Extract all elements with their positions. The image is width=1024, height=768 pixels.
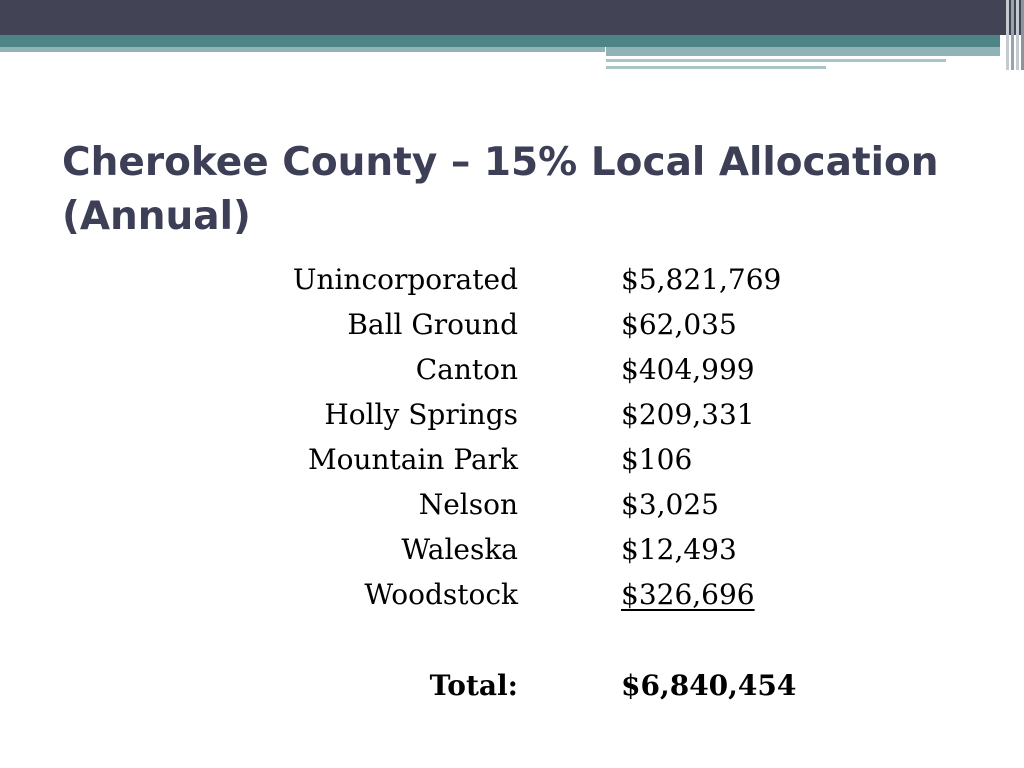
allocation-row [0,527,1024,572]
header-accent-rule [606,59,946,62]
allocation-amount: $209,331 [621,398,755,431]
total-amount: $6,840,454 [621,669,797,702]
jurisdiction-name: Woodstock [364,578,518,611]
jurisdiction-name: Waleska [401,533,518,566]
allocation-amount: $3,025 [621,488,719,521]
allocation-amount: $106 [621,443,693,476]
header-accent-rule [606,66,826,69]
header-accent-bar [0,35,1000,47]
allocation-row [0,257,1024,302]
stripe [1016,0,1019,70]
header-stripes [1000,0,1024,70]
allocation-amount: $326,696 [621,578,755,611]
jurisdiction-name: Mountain Park [307,443,518,476]
allocation-amount: $12,493 [621,533,737,566]
total-label: Total: [429,669,518,702]
allocation-row [0,437,1024,482]
allocation-row [0,302,1024,347]
jurisdiction-name: Holly Springs [324,398,518,431]
allocation-row [0,392,1024,437]
allocation-table [0,257,1024,708]
allocation-row [0,347,1024,392]
jurisdiction-name: Canton [415,353,518,386]
header-bar [0,0,1024,35]
jurisdiction-name: Nelson [418,488,518,521]
allocation-row [0,572,1024,617]
jurisdiction-name: Ball Ground [347,308,518,341]
allocation-amount: $404,999 [621,353,755,386]
total-row [0,663,1024,708]
allocation-row [0,482,1024,527]
allocation-amount: $62,035 [621,308,737,341]
jurisdiction-name: Unincorporated [292,263,518,296]
header-accent-line [0,47,605,52]
stripe [1011,0,1014,70]
header-accent-tab [606,47,1000,56]
spacer [0,617,1024,663]
allocation-amount: $5,821,769 [621,263,782,296]
slide-title: Cherokee County – 15% Local Allocation (Annual) [62,140,939,239]
stripe [1006,0,1009,70]
